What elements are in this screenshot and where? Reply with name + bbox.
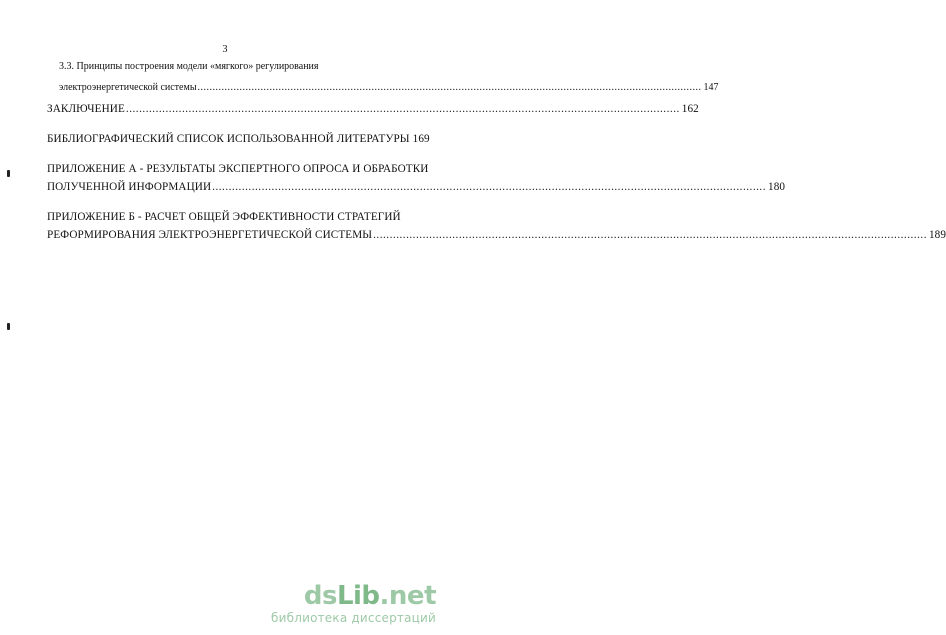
toc-entry-title-cont: электроэнергетической системы (59, 81, 197, 93)
toc-entry-appendix-b (47, 210, 946, 242)
scan-mark (7, 323, 10, 330)
toc-entry-line (47, 228, 946, 242)
toc-entry-line (47, 210, 427, 224)
toc-entry-title-cont: РЕФОРМИРОВАНИЯ ЭЛЕКТРОЭНЕРГЕТИЧЕСКОЙ СИСТЕМЫ (47, 229, 373, 241)
toc-entry-title: ПРИЛОЖЕНИЕ Б - РАСЧЕТ ОБЩЕЙ ЭФФЕКТИВНОСТИ СТРАТЕГИЙ (47, 211, 401, 223)
toc-entry-line (59, 61, 427, 74)
page-number: 3 (222, 44, 228, 55)
watermark-logo (271, 583, 436, 625)
toc-page-number: 169 (412, 133, 430, 145)
scan-mark (7, 170, 10, 177)
toc-entry-line (47, 102, 699, 116)
toc-entry-conclusion (47, 102, 699, 116)
watermark-brand-lib: Lib (336, 581, 380, 611)
toc-entry-line (47, 180, 786, 194)
toc-entry-title: ПРИЛОЖЕНИЕ А - РЕЗУЛЬТАТЫ ЭКСПЕРТНОГО ОПРОСА И ОБРАБОТКИ (47, 163, 429, 175)
toc-entry-title: 3.3. Принципы построения модели «мягкого» регулирования (59, 61, 319, 72)
dot-leader: ........................................................................................................................................................................ (125, 103, 680, 115)
toc-entry-line (47, 132, 430, 146)
toc-entry-line (59, 81, 719, 95)
watermark-brand-ds: ds (303, 581, 337, 611)
toc-entry-appendix-a (47, 162, 786, 194)
dot-leader: ........................................................................................................................................................................ (197, 81, 702, 93)
dot-leader: ........................................................................................................................................................................ (212, 181, 767, 193)
toc-entry-bibliography (47, 132, 430, 146)
dot-leader: ........................................................................................................................................................................ (373, 229, 927, 241)
toc-entry-3-3 (59, 61, 719, 94)
toc-entry-title: ЗАКЛЮЧЕНИЕ (47, 103, 125, 115)
watermark-subtitle: библиотека диссертаций (271, 611, 436, 625)
toc-page-number: 180 (768, 181, 786, 193)
watermark-brand-net: .net (379, 581, 436, 611)
table-of-contents (47, 61, 946, 246)
watermark-brand (271, 583, 436, 609)
toc-page-number: 189 (928, 229, 946, 241)
toc-entry-line (47, 162, 427, 176)
toc-page-number: 162 (681, 103, 699, 115)
toc-entry-title-cont: ПОЛУЧЕННОЙ ИНФОРМАЦИИ (47, 181, 212, 193)
toc-entry-title: БИБЛИОГРАФИЧЕСКИЙ СПИСОК ИСПОЛЬЗОВАННОЙ ЛИТЕРАТУРЫ (47, 133, 410, 145)
toc-page-number: 147 (703, 81, 719, 93)
